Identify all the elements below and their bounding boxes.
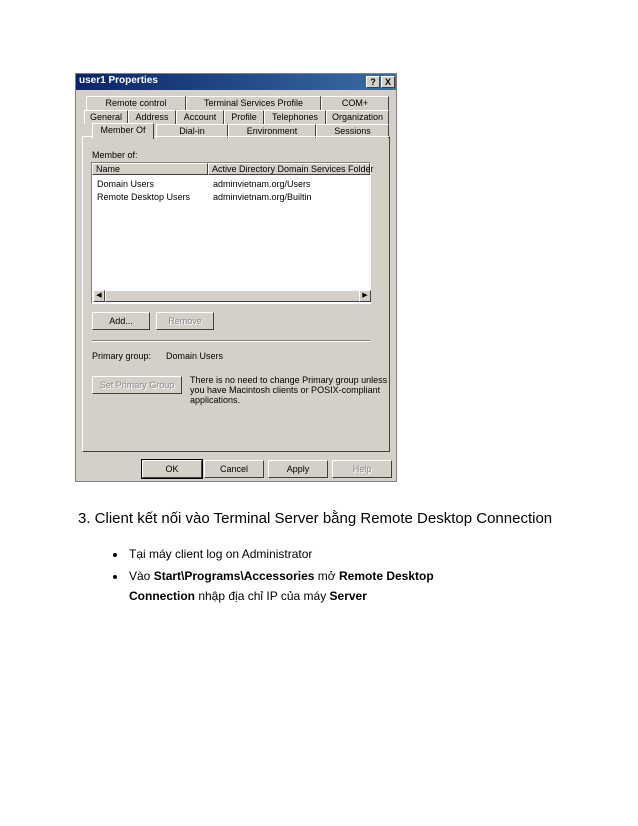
title-bar [76,74,396,90]
row-2-name[interactable]: Remote Desktop Users [97,192,191,202]
tab-profile[interactable]: Profile [224,110,264,124]
member-list[interactable] [91,162,374,304]
scroll-right-icon[interactable]: ▶ [359,290,371,302]
bullet-2-path: Start\Programs\Accessories [153,569,315,583]
note-line-1: There is no need to change Primary group unless [190,375,388,385]
ok-button[interactable]: OK [142,460,202,478]
set-primary-group-button[interactable]: Set Primary Group [92,376,182,394]
tab-remote-control[interactable]: Remote control [86,96,186,110]
tab-general[interactable]: General [84,110,128,124]
tab-terminal-services-profile[interactable]: Terminal Services Profile [186,96,321,110]
help-titlebar-button[interactable]: ? [366,76,380,88]
dialog-title: user1 Properties [79,75,158,86]
cancel-button[interactable]: Cancel [204,460,264,478]
tab-com[interactable]: COM+ [321,96,389,110]
bullet-2-app-a: Remote Desktop [338,569,434,583]
bullet-2-text-b: mở [314,569,339,583]
tab-account[interactable]: Account [176,110,224,124]
scroll-thumb[interactable] [105,290,360,302]
bullet-1-text: Tại máy client log on Administrator [129,547,313,561]
tab-organization[interactable]: Organization [326,110,389,124]
row-1-folder[interactable]: adminvietnam.org/Users [213,179,311,189]
section-heading: 3. Client kết nối vào Terminal Server bằng Remote Desktop Connection [78,510,553,527]
scroll-left-icon[interactable]: ◀ [93,290,105,302]
tab-telephones[interactable]: Telephones [264,110,326,124]
horizontal-scrollbar[interactable] [93,290,369,302]
bullet-icon [113,575,117,579]
bullet-2-text-a: Vào [129,569,154,583]
tab-member-of[interactable]: Member Of [92,123,154,139]
apply-button[interactable]: Apply [268,460,328,478]
remove-button[interactable]: Remove [156,312,214,330]
bullet-2-line-2 [129,589,367,603]
help-button[interactable]: Help [332,460,392,478]
add-button[interactable]: Add... [92,312,150,330]
note-line-3: applications. [190,395,241,405]
close-titlebar-button[interactable]: X [381,76,395,88]
column-header-name[interactable]: Name [92,163,208,175]
member-of-label: Member of: [92,150,138,160]
bullet-2-app-b: Connection [129,589,195,603]
bullet-icon [113,553,117,557]
primary-group-note [190,375,387,405]
bullet-2-server: Server [329,589,367,603]
bullet-2-line-1 [129,569,434,583]
tab-sessions[interactable]: Sessions [316,124,389,138]
row-2-folder[interactable]: adminvietnam.org/Builtin [213,192,312,202]
separator [92,340,370,342]
column-header-folder[interactable]: Active Directory Domain Services Folder [208,163,370,175]
primary-group-label: Primary group: [92,351,152,361]
primary-group-value: Domain Users [166,351,224,361]
tab-environment[interactable]: Environment [228,124,316,138]
properties-dialog [75,73,397,482]
note-line-2: you have Macintosh clients or POSIX-compliant [190,385,381,395]
bullet-2-text-c: nhập địa chỉ IP của máy [195,589,330,603]
tab-dial-in[interactable]: Dial-in [156,124,228,138]
tab-address[interactable]: Address [128,110,176,124]
row-1-name[interactable]: Domain Users [97,179,155,189]
